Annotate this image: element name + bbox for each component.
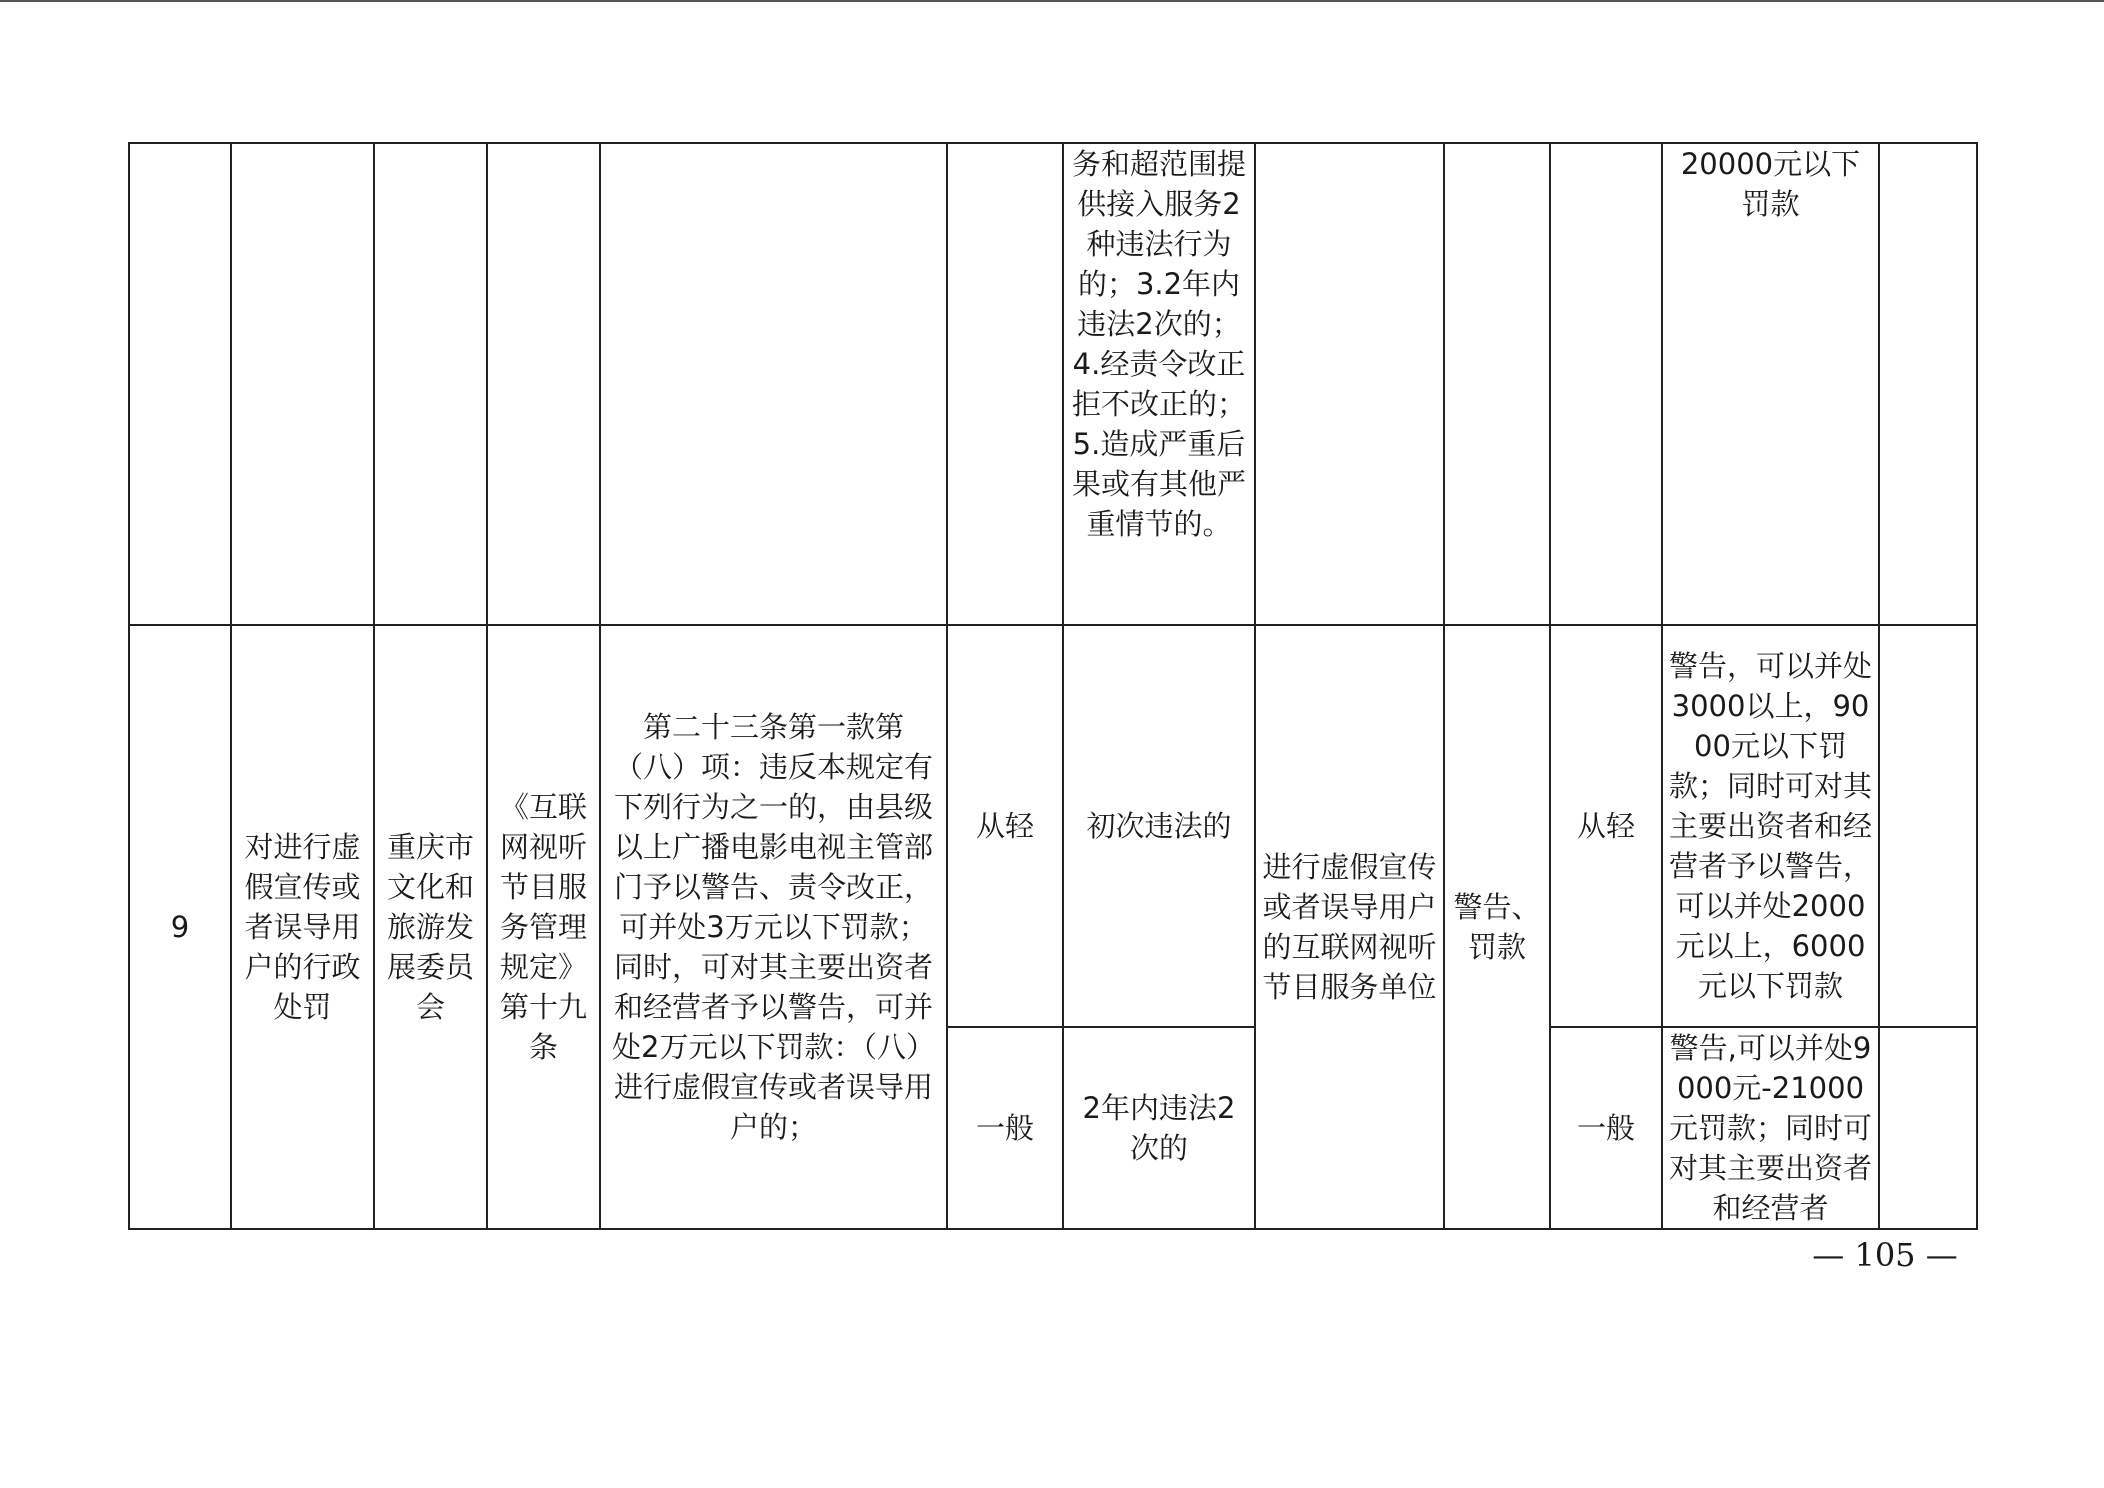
- penalty-standard-text: 20000元以下罚款: [1680, 147, 1861, 221]
- table-row: [129, 625, 1977, 1027]
- cell-empty: [600, 143, 947, 625]
- cell-subject: [1255, 625, 1444, 1229]
- grade-text: 从轻: [975, 809, 1034, 843]
- cell-grade: [947, 1027, 1063, 1229]
- legal-basis-text: 《互联网视听节目服务管理规定》第十九条: [499, 790, 587, 1064]
- cell-clause: [600, 625, 947, 1229]
- cell-empty: [487, 143, 600, 625]
- table-row: [129, 143, 1977, 625]
- cell-empty: [1879, 625, 1977, 1027]
- penalty-standard-text: 警告，可以并处3000以上，9000元以下罚款；同时可对其主要出资者和经营者予以警告，可以并处2000元以上，6000元以下罚款: [1668, 649, 1872, 1003]
- cell-empty: [129, 143, 231, 625]
- penalty-standard-table: [128, 142, 1978, 1230]
- grade-text: 一般: [1576, 1111, 1635, 1145]
- page-number: — 105 —: [1812, 1236, 1958, 1274]
- cell-grade: [947, 625, 1063, 1027]
- cell-grade: [1550, 625, 1662, 1027]
- penalty-item-text: 对进行虚假宣传或者误导用户的行政处罚: [244, 830, 361, 1024]
- cell-empty: [1255, 143, 1444, 625]
- cell-circumstance: [1063, 143, 1255, 625]
- grade-text: 从轻: [1576, 809, 1635, 843]
- penalty-type-text: 警告、罚款: [1453, 890, 1541, 964]
- cell-empty: [1879, 1027, 1977, 1229]
- cell-grade: [1550, 1027, 1662, 1229]
- cell-penalty-type: [1444, 625, 1550, 1229]
- cell-penalty-standard: [1662, 1027, 1879, 1229]
- clause-text: 第二十三条第一款第（八）项：违反本规定有下列行为之一的，由县级以上广播电影电视主管部门予以警告、责令改正，可并处3万元以下罚款；同时，可对其主要出资者和经营者予以警告，可并处2万元以下罚款：（八）进行虚假宣传或者误导用户的；: [612, 710, 935, 1144]
- cell-empty: [1550, 143, 1662, 625]
- cell-legal-basis: [487, 625, 600, 1229]
- cell-penalty-standard: [1662, 143, 1879, 625]
- page-top-border: [0, 0, 2104, 2]
- cell-empty: [374, 143, 487, 625]
- cell-empty: [231, 143, 374, 625]
- cell-penalty-item: [231, 625, 374, 1229]
- cell-penalty-standard: [1662, 625, 1879, 1027]
- circumstance-text: 务和超范围提供接入服务2种违法行为的；3.2年内违法2次的；4.经责令改正拒不改正的；5.造成严重后果或有其他严重情节的。: [1071, 147, 1246, 541]
- cell-empty: [1879, 143, 1977, 625]
- cell-empty: [947, 143, 1063, 625]
- department-text: 重庆市文化和旅游发展委员会: [386, 830, 474, 1024]
- serial-number: 9: [170, 910, 190, 944]
- grade-text: 一般: [975, 1111, 1034, 1145]
- cell-circumstance: [1063, 1027, 1255, 1229]
- subject-text: 进行虚假宣传或者误导用户的互联网视听节目服务单位: [1262, 850, 1437, 1004]
- cell-serial-number: [129, 625, 231, 1229]
- cell-department: [374, 625, 487, 1229]
- penalty-standard-text: 警告,可以并处9000元-21000元罚款；同时可对其主要出资者和经营者: [1668, 1031, 1872, 1225]
- circumstance-text: 2年内违法2次的: [1082, 1091, 1236, 1165]
- cell-circumstance: [1063, 625, 1255, 1027]
- circumstance-text: 初次违法的: [1086, 809, 1232, 843]
- cell-empty: [1444, 143, 1550, 625]
